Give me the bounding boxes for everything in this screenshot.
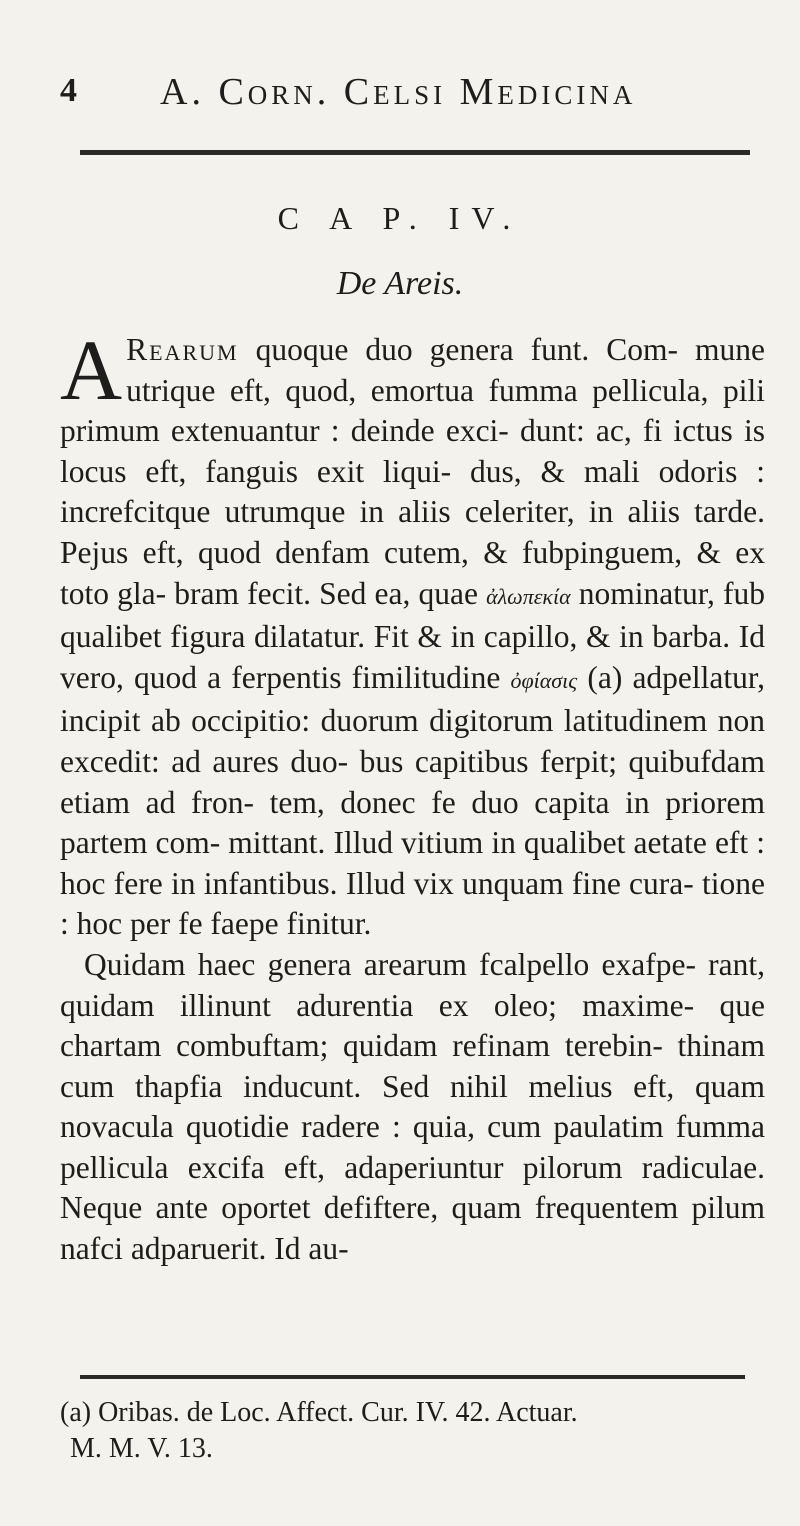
header-rule <box>80 150 750 155</box>
greek-word-ophiasis: ὀφίασις <box>510 667 578 693</box>
paragraph-1-text-c: (a) adpellatur, incipit ab occipitio: duorum digitorum latitudinem non excedit: ad aures duo- bus capitibus ferpit; quibufdam etiam ad fron- tem, donec fe duo capita in priorem partem com- mittant. Illud vitium in qualibet aetate eft : hoc fere in infantibus. Illud vix unquam fine cura- tione : hoc per fe faepe finitur. <box>60 659 765 942</box>
footnote-line-2: M. M. V. 13. <box>70 1433 213 1464</box>
chapter-subtitle: De Areis. <box>336 265 464 302</box>
paragraph-1-text-b: nominatur, fub qualibet figura dilatatur. Fit & in capillo, & in barba. Id vero, quod a ferpentis fimilitudine <box>60 575 766 695</box>
paragraph-2: Quidam haec genera arearum fcalpello exafpe- rant, quidam illinunt adurentia ex oleo; maxime- que chartam combuftam; quidam refinam terebin- thinam cum thapfia inducunt. Sed nihil melius eft, quam novacula quotidie radere : quia, cum paulatim fumma pellicula excifa eft, adaperiuntur pilorum radiculae. Neque ante oportet defiftere, quam frequentem pilum nafci adparuerit. Id au- <box>60 946 765 1267</box>
footnote <box>60 1395 760 1467</box>
paragraph-1 <box>60 322 766 945</box>
opening-word: Rearum <box>126 332 239 367</box>
footnote-rule <box>80 1375 745 1379</box>
greek-word-alopecia: ἀλωπεκία <box>486 583 571 609</box>
running-head <box>60 60 750 120</box>
drop-cap: A <box>60 322 123 418</box>
footnote-line-1: (a) Oribas. de Loc. Affect. Cur. IV. 42. Actuar. <box>60 1397 578 1428</box>
paragraph-1-text-a: quoque duo genera funt. Com- mune utrique eft, quod, emortua fumma pellicula, pili primum extenuantur : deinde exci- dunt: ac, fi ictus is locus eft, fanguis exit liqui- dus, & mali odoris : increfcitque utrumque in aliis celeriter, in aliis tarde. Pejus eft, quod denfam cutem, & fubpinguem, & ex toto gla- bram fecit. Sed ea, quae <box>60 332 766 611</box>
running-title: A. Corn. Celsi Medicina <box>160 71 637 113</box>
body-text <box>60 322 766 1270</box>
chapter-heading: C A P. IV. <box>277 200 523 236</box>
page-number: 4 <box>60 72 77 109</box>
